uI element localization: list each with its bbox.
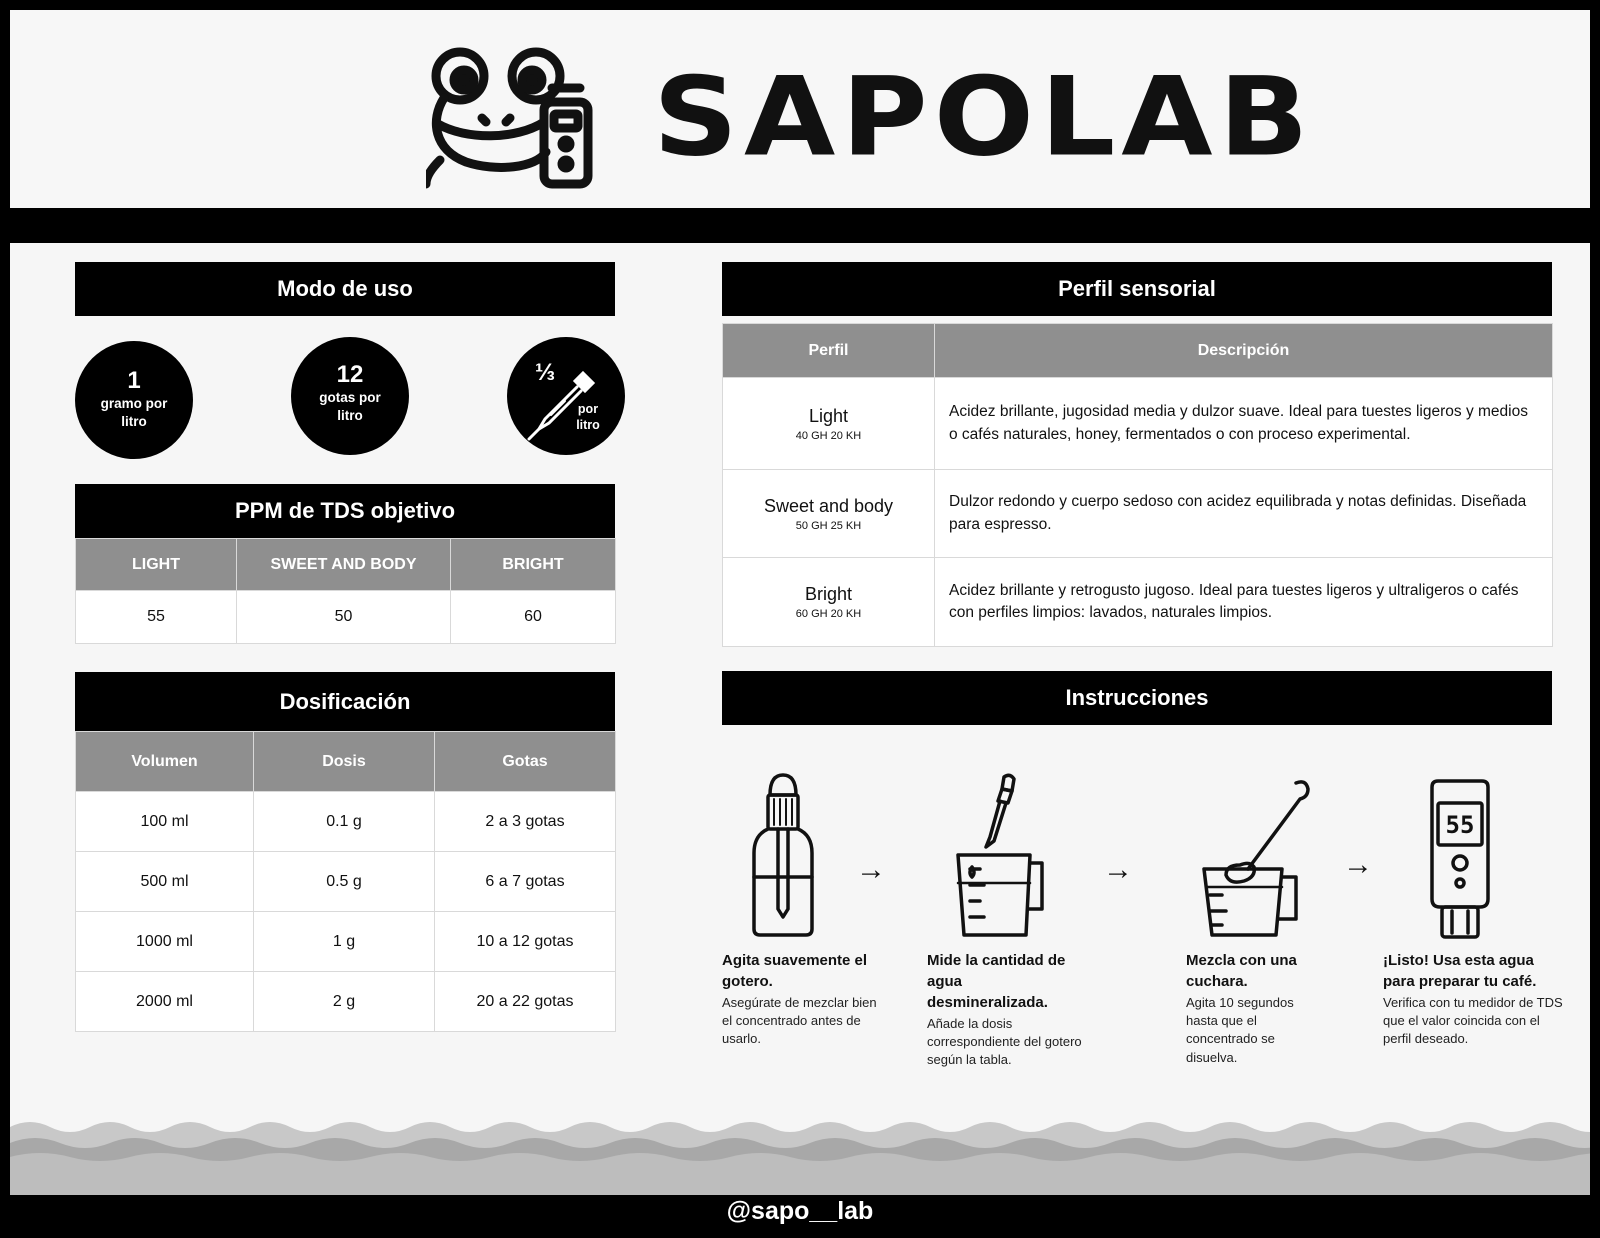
measuring-cup-dropper-icon [950,769,1050,941]
step-2 [927,950,1087,1070]
dos-cell: 20 a 22 gotas [435,972,616,1032]
dos-cell: 2 g [254,972,435,1032]
perfil-desc: Acidez brillante y retrogusto jugoso. Ideal para tuestes ligeros y ultraligeros o cafés con perfiles limpios: lavados, naturales limpios. [935,558,1553,647]
step-1 [722,950,882,1049]
dos-cell: 6 a 7 gotas [435,852,616,912]
tds-value-light: 55 [76,591,237,644]
table-row [76,792,616,852]
circle-2-value: 12 [336,361,364,388]
dos-cell: 2000 ml [76,972,254,1032]
arrow-icon: → [1343,848,1373,881]
perfil-desc: Dulzor redondo y cuerpo sedoso con acidez equilibrada y notas definidas. Diseñada para espresso. [935,470,1553,558]
tds-header-bright: BRIGHT [451,539,616,591]
footer-handle: @sapo__lab [726,1197,874,1225]
circle-1-label: gramo por litro [100,396,168,430]
table-row [76,972,616,1032]
step-title: Agita suavemente el gotero. [722,952,868,990]
table-row [723,470,1553,558]
perfil-table [722,323,1553,647]
tds-value-sweet: 50 [237,591,451,644]
circle-gramo-por-litro [75,341,193,459]
meter-reading: 55 [1445,811,1475,839]
perfil-name: Sweet and body [763,495,894,516]
header [10,10,1590,208]
circle-1-value: 1 [127,367,141,394]
table-row [76,912,616,972]
dos-cell: 2 a 3 gotas [435,792,616,852]
step-desc: Añade la dosis correspondiente del gotero según la tabla. [927,1016,1082,1068]
dos-cell: 0.1 g [254,792,435,852]
dosificacion-table [75,731,616,1032]
dos-cell: 10 a 12 gotas [435,912,616,972]
perfil-sensorial-title: Perfil sensorial [722,262,1552,316]
dropper-bottle-icon [748,769,818,941]
main-panel [10,243,1590,1195]
table-row [723,378,1553,470]
arrow-icon: → [1103,853,1133,886]
table-row [76,852,616,912]
step-title: Mide la cantidad de agua desmineralizada. [927,952,1066,1011]
circle-3-value: ⅓ [535,359,556,386]
step-desc: Verifica con tu medidor de TDS que el valor coincida con el perfil deseado. [1383,995,1563,1047]
circle-gotas-por-litro [291,337,409,455]
dos-cell: 0.5 g [254,852,435,912]
perfil-header-perfil: Perfil [723,324,935,378]
wave-decoration [10,1107,1590,1195]
dos-cell: 100 ml [76,792,254,852]
step-title: ¡Listo! Usa esta agua para preparar tu café. [1383,952,1537,990]
brand-title: SAPOLAB [653,53,1315,181]
tds-value-bright: 60 [451,591,616,644]
perfil-cell [723,470,935,558]
tds-meter-icon [1424,779,1496,947]
instrucciones-title: Instrucciones [722,671,1552,725]
tds-table [75,538,616,644]
tds-header-sweet: SWEET AND BODY [237,539,451,591]
dos-header-gotas: Gotas [435,732,616,792]
perfil-sub: 60 GH 20 KH [795,608,862,620]
frog-tds-meter-logo-icon [426,40,601,190]
dos-cell: 1 g [254,912,435,972]
tds-header-light: LIGHT [76,539,237,591]
step-title: Mezcla con una cuchara. [1186,952,1297,990]
circle-3-label: por litro [576,402,600,433]
step-4 [1383,950,1563,1049]
perfil-name: Bright [804,584,853,604]
dos-cell: 1000 ml [76,912,254,972]
dosificacion-title: Dosificación [75,672,615,731]
table-row [723,558,1553,647]
perfil-sub: 50 GH 25 KH [795,519,862,532]
perfil-header-descripcion: Descripción [935,324,1553,378]
circle-tercio-por-litro [507,337,625,455]
circle-2-label: gotas por litro [319,390,381,424]
dos-header-dosis: Dosis [254,732,435,792]
dos-header-volumen: Volumen [76,732,254,792]
perfil-name: Light [808,405,849,426]
modo-de-uso-title: Modo de uso [75,262,615,316]
arrow-icon: → [856,853,886,886]
measuring-cup-spoon-icon [1196,769,1316,941]
perfil-cell [723,378,935,470]
step-desc: Asegúrate de mezclar bien el concentrado antes de usarlo. [722,995,877,1047]
perfil-sub: 40 GH 20 KH [795,429,862,442]
step-3 [1186,950,1326,1067]
tds-title: PPM de TDS objetivo [75,484,615,538]
step-desc: Agita 10 segundos hasta que el concentrado se disuelva. [1186,995,1294,1065]
dos-cell: 500 ml [76,852,254,912]
perfil-desc: Acidez brillante, jugosidad media y dulzor suave. Ideal para tuestes ligeros y medios o cafés naturales, honey, fermentados o con proceso experimental. [935,378,1553,470]
perfil-cell [723,558,935,647]
